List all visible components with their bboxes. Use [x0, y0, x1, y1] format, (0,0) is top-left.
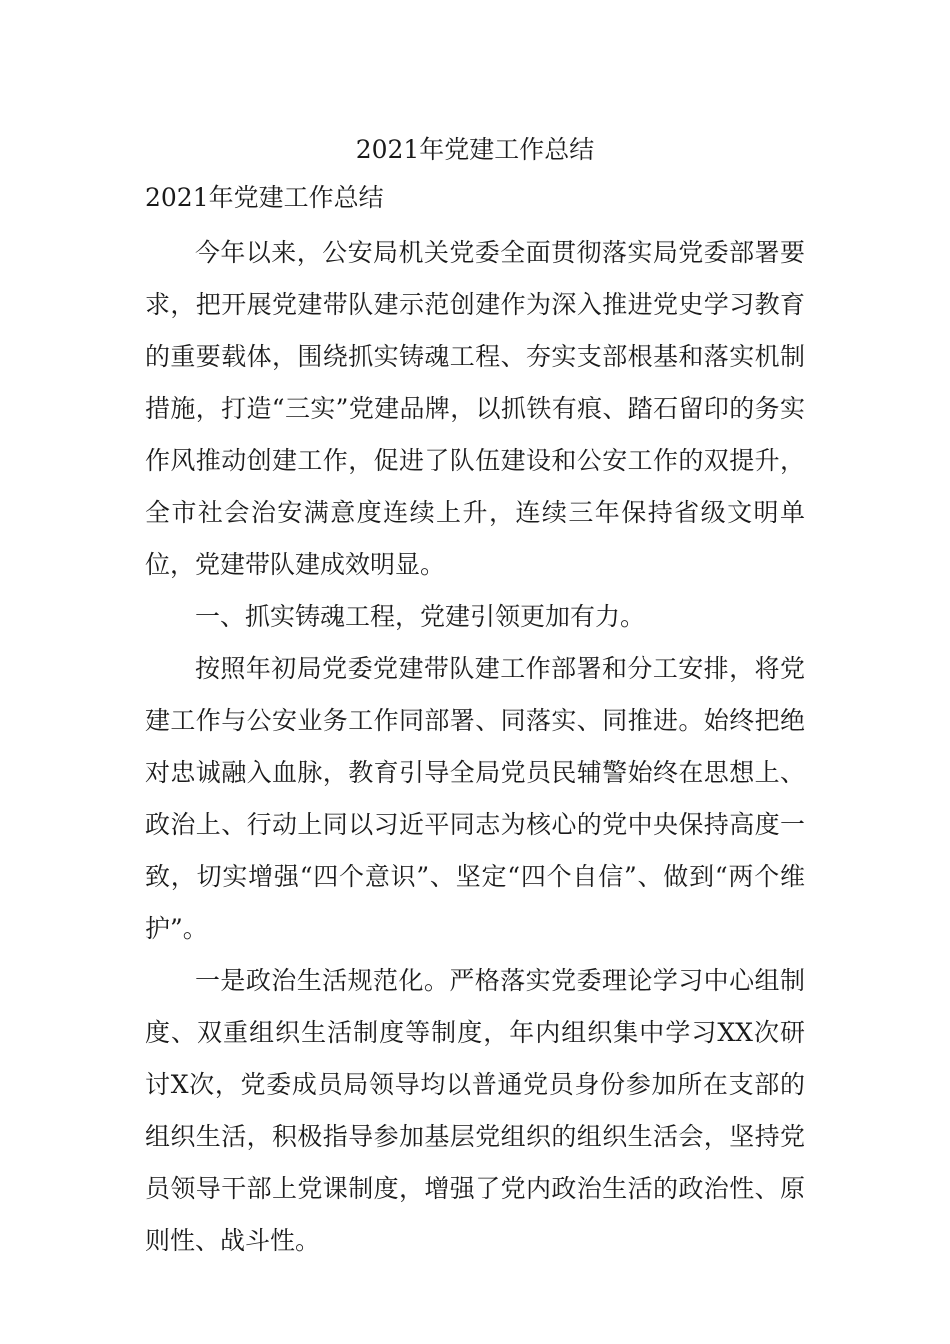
paragraph-intro: 今年以来，公安局机关党委全面贯彻落实局党委部署要求，把开展党建带队建示范创建作为深入推进党史学习教育的重要载体，围绕抓实铸魂工程、夯实支部根基和落实机制措施，打造“三实”党建品牌，以抓铁有痕、踏石留印的务实作风推动创建工作，促进了队伍建设和公安工作的双提升，全市社会治安满意度连续上升，连续三年保持省级文明单位，党建带队建成效明显。 [145, 238, 805, 579]
paragraph-section-1: 按照年初局党委党建带队建工作部署和分工安排，将党建工作与公安业务工作同部署、同落实、同推进。始终把绝对忠诚融入血脉，教育引导全局党员民辅警始终在思想上、政治上、行动上同以习近平同志为核心的党中央保持高度一致，切实增强“四个意识”、坚定“四个自信”、做到“两个维护”。 [145, 654, 805, 943]
document-subtitle: 2021年党建工作总结 [145, 183, 384, 212]
section-heading-1: 一、抓实铸魂工程，党建引领更加有力。 [195, 602, 646, 631]
paragraph-political-life: 一是政治生活规范化。严格落实党委理论学习中心组制度、双重组织生活制度等制度，年内组织集中学习XX次研讨X次，党委成员局领导均以普通党员身份参加所在支部的组织生活，积极指导参加基层党组织的组织生活会，坚持党员领导干部上党课制度，增强了党内政治生活的政治性、原则性、战斗性。 [145, 966, 805, 1255]
document-title: 2021年党建工作总结 [355, 135, 595, 164]
document-body [145, 227, 805, 1267]
